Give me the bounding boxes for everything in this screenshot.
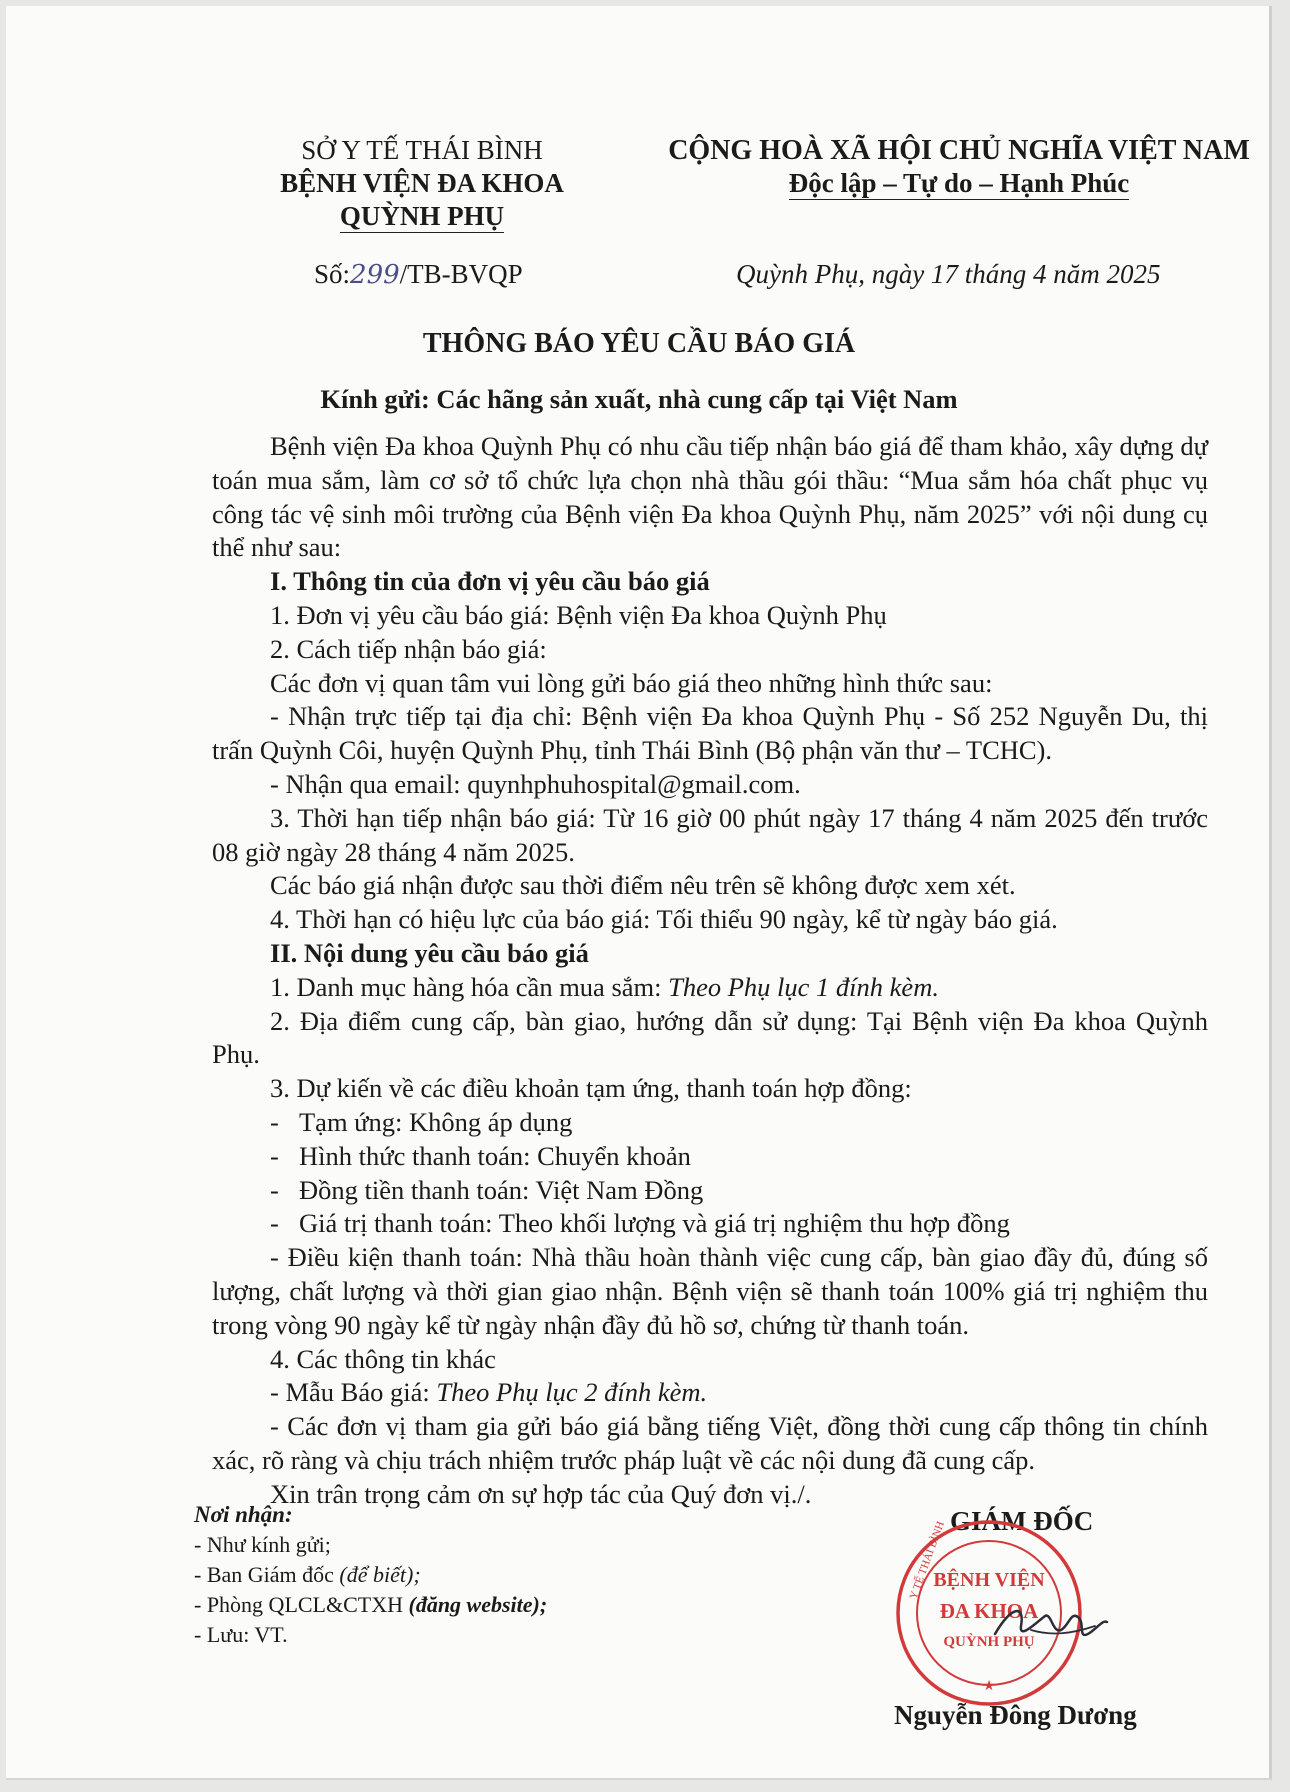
hospital-name-line2: QUỲNH PHỤ bbox=[339, 201, 505, 231]
country-motto: Độc lập – Tự do – Hạnh Phúc bbox=[788, 168, 1130, 198]
s1-item-2: 2. Cách tiếp nhận báo giá: bbox=[270, 633, 547, 664]
director-name: Nguyễn Đông Dương bbox=[894, 1700, 1137, 1730]
hospital-name: BỆNH VIỆN ĐA KHOA bbox=[280, 168, 564, 198]
recipient-2 bbox=[194, 1560, 714, 1590]
bullet-payment-value: Giá trị thanh toán: Theo khối lượng và giá trị nghiệm thu hợp đồng bbox=[299, 1208, 1010, 1239]
department-name: SỞ Y TẾ THÁI BÌNH bbox=[301, 135, 543, 165]
number-suffix: /TB-BVQP bbox=[399, 259, 523, 289]
stamp-line-3: QUỲNH PHỤ bbox=[943, 1634, 1035, 1650]
list-item: - Hình thức thanh toán: Chuyển khoản bbox=[270, 1140, 691, 1171]
section-2-heading: II. Nội dung yêu cầu báo giá bbox=[270, 937, 589, 968]
recipient-3-text: - Phòng QLCL&CTXH bbox=[194, 1592, 409, 1617]
s1-item-2-note: Các đơn vị quan tâm vui lòng gửi báo giá theo những hình thức sau: bbox=[270, 667, 993, 698]
bullet-payment-method: Hình thức thanh toán: Chuyển khoản bbox=[299, 1140, 691, 1171]
s1-item-3-note: Các báo giá nhận được sau thời điểm nêu trên sẽ không được xem xét. bbox=[270, 870, 1016, 901]
number-handwritten: 299 bbox=[350, 260, 400, 290]
s1-item-1: 1. Đơn vị yêu cầu báo giá: Bệnh viện Đa khoa Quỳnh Phụ bbox=[270, 599, 887, 630]
recipient-3 bbox=[194, 1590, 714, 1620]
document-number bbox=[314, 258, 523, 292]
recipients-block bbox=[194, 1500, 714, 1650]
s1-item-3: 3. Thời hạn tiếp nhận báo giá: Từ 16 giờ 00 phút ngày 17 tháng 4 năm 2025 đến trước 08 giờ ngày 28 tháng 4 năm 2025. bbox=[212, 802, 1208, 867]
recipient-3-italic: (đăng website); bbox=[408, 1592, 548, 1617]
s2-item-4: 4. Các thông tin khác bbox=[270, 1343, 496, 1374]
addressee: Kính gửi: Các hãng sản xuất, nhà cung cấp tại Việt Nam bbox=[320, 384, 958, 414]
stamp-star: ★ bbox=[982, 1679, 996, 1694]
recipient-1: - Như kính gửi; bbox=[194, 1532, 331, 1557]
body-text bbox=[212, 430, 1208, 1512]
s2-item-2: 2. Địa điểm cung cấp, bàn giao, hướng dẫn sử dụng: Tại Bệnh viện Đa khoa Quỳnh Phụ. bbox=[212, 1005, 1208, 1070]
country-title: CỘNG HOÀ XÃ HỘI CHỦ NGHĨA VIỆT NAM bbox=[668, 135, 1250, 166]
intro-paragraph: Bệnh viện Đa khoa Quỳnh Phụ có nhu cầu tiếp nhận báo giá để tham khảo, xây dựng dự toán mua sắm, làm cơ sở tổ chức lựa chọn nhà thầu gói thầu: “Mua sắm hóa chất phục vụ công tác vệ sinh môi trường của Bệnh viện Đa khoa Quỳnh Phụ, năm 2025” với nội dung cụ thể như sau: bbox=[212, 431, 1208, 563]
document-page bbox=[6, 6, 1272, 1780]
header-left bbox=[232, 134, 612, 233]
place-date: Quỳnh Phụ, ngày 17 tháng 4 năm 2025 bbox=[736, 259, 1161, 289]
header-right bbox=[654, 134, 1264, 200]
bullet-advance: Tạm ứng: Không áp dụng bbox=[299, 1106, 573, 1137]
s2-payment-condition: - Điều kiện thanh toán: Nhà thầu hoàn thành việc cung cấp, bàn giao đầy đủ, đúng số lượng, chất lượng và thời gian giao nhận. Bệnh viện sẽ thanh toán 100% giá trị nghiệm thu trong vòng 90 ngày kể từ ngày nhận đầy đủ hồ sơ, chứng từ thanh toán. bbox=[212, 1242, 1208, 1340]
s1-item-2-direct: - Nhận trực tiếp tại địa chỉ: Bệnh viện Đa khoa Quỳnh Phụ - Số 252 Nguyễn Du, thị trấn Quỳnh Côi, huyện Quỳnh Phụ, tỉnh Thái Bình (Bộ phận văn thư – TCHC). bbox=[212, 701, 1208, 766]
stamp-line-2: ĐA KHOA bbox=[939, 1599, 1039, 1623]
list-item: - Tạm ứng: Không áp dụng bbox=[270, 1106, 573, 1137]
signature-stroke bbox=[995, 1611, 1107, 1635]
s2-template-text: - Mẫu Báo giá: bbox=[270, 1377, 437, 1408]
s1-item-4: 4. Thời hạn có hiệu lực của báo giá: Tối thiểu 90 ngày, kể từ ngày báo giá. bbox=[270, 904, 1058, 935]
stamp-line-1: BỆNH VIỆN bbox=[933, 1569, 1045, 1591]
s2-language-note: - Các đơn vị tham gia gửi báo giá bằng tiếng Việt, đồng thời cung cấp thông tin chính xác, rõ ràng và chịu trách nhiệm trước pháp luật về các nội dung đã cung cấp. bbox=[212, 1411, 1208, 1475]
recipient-2-italic: (để biết); bbox=[339, 1562, 421, 1587]
number-prefix: Số: bbox=[314, 259, 351, 289]
s2-item-3: 3. Dự kiến về các điều khoản tạm ứng, thanh toán hợp đồng: bbox=[270, 1073, 912, 1104]
page-title: THÔNG BÁO YÊU CẦU BÁO GIÁ bbox=[422, 328, 856, 359]
s2-template-italic: Theo Phụ lục 2 đính kèm. bbox=[436, 1377, 708, 1408]
director-title: GIÁM ĐỐC bbox=[950, 1506, 1094, 1536]
list-item: - Giá trị thanh toán: Theo khối lượng và giá trị nghiệm thu hợp đồng bbox=[270, 1208, 1010, 1239]
thanks-line: Xin trân trọng cảm ơn sự hợp tác của Quý đơn vị./. bbox=[270, 1478, 812, 1509]
s2-item-1-italic: Theo Phụ lục 1 đính kèm. bbox=[668, 971, 939, 1002]
s2-item-1-text: 1. Danh mục hàng hóa cần mua sắm: bbox=[270, 971, 669, 1002]
s1-item-2-email: - Nhận qua email: quynhphuhospital@gmail.com. bbox=[270, 768, 801, 799]
recipient-2-text: - Ban Giám đốc bbox=[194, 1562, 340, 1587]
list-item: - Đồng tiền thanh toán: Việt Nam Đồng bbox=[270, 1174, 704, 1205]
s2-template bbox=[212, 1376, 1208, 1410]
section-1-heading: I. Thông tin của đơn vị yêu cầu báo giá bbox=[270, 566, 710, 597]
recipient-4: - Lưu: VT. bbox=[194, 1622, 288, 1647]
stamp-ring-text: Y TẾ THÁI BÌNH bbox=[907, 1519, 947, 1602]
bullet-currency: Đồng tiền thanh toán: Việt Nam Đồng bbox=[299, 1174, 704, 1205]
recipients-title: Nơi nhận: bbox=[194, 1502, 293, 1527]
s2-item-1 bbox=[212, 971, 1208, 1005]
handwritten-signature bbox=[991, 1596, 1111, 1656]
